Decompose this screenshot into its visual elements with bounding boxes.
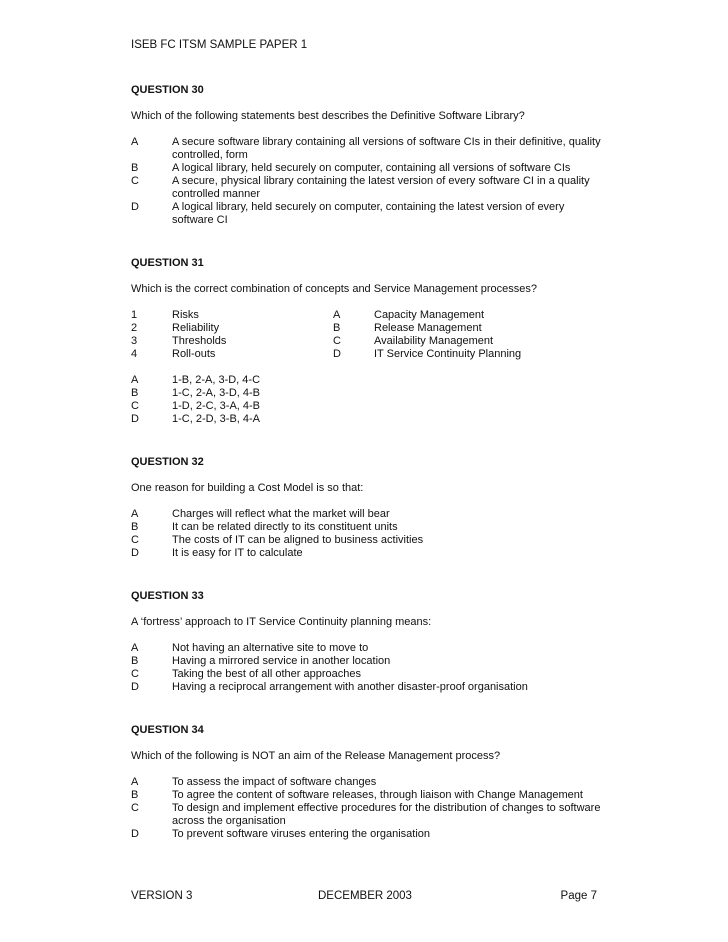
process-name: Availability Management	[374, 335, 494, 347]
option-letter: C	[131, 534, 139, 546]
option-letter: B	[131, 162, 139, 174]
option-b	[131, 789, 601, 802]
option-text: It is easy for IT to calculate	[172, 547, 303, 559]
option-text: The costs of IT can be aligned to business activities	[172, 534, 424, 546]
question-title: QUESTION 31	[131, 257, 204, 269]
process-name: IT Service Continuity Planning	[374, 348, 522, 360]
process-letter: D	[333, 348, 341, 360]
question-30	[131, 84, 601, 227]
option-letter: D	[131, 547, 139, 559]
option-c	[131, 534, 601, 547]
question-text: A ‘fortress’ approach to IT Service Continuity planning means:	[131, 616, 432, 628]
option-d	[131, 201, 601, 227]
option-text: Having a reciprocal arrangement with another disaster-proof organisation	[172, 681, 528, 693]
option-letter: D	[131, 681, 139, 693]
matching-row	[131, 335, 601, 348]
option-letter: C	[131, 175, 139, 187]
option-letter: A	[131, 508, 139, 520]
option-letter: C	[131, 802, 139, 814]
option-text: It can be related directly to its constituent units	[172, 521, 398, 533]
question-title: QUESTION 30	[131, 84, 204, 96]
concept-number: 2	[131, 322, 138, 334]
option-letter: B	[131, 789, 139, 801]
option-text: To design and implement effective procedures for the distribution of changes to software across the organisation	[172, 802, 601, 827]
question-31	[131, 257, 601, 426]
option-d	[131, 681, 601, 694]
process-letter: A	[333, 309, 341, 321]
option-text: Taking the best of all other approaches	[172, 668, 361, 680]
question-33	[131, 590, 601, 694]
option-d	[131, 547, 601, 560]
option-text: A secure, physical library containing the latest version of every software CI in a quality controlled manner	[172, 175, 590, 200]
option-text: To assess the impact of software changes	[172, 776, 377, 788]
option-text: A logical library, held securely on computer, containing the latest version of every software CI	[172, 201, 565, 226]
footer-version: VERSION 3	[131, 890, 193, 902]
question-text: One reason for building a Cost Model is so that:	[131, 482, 364, 494]
option-c	[131, 175, 601, 201]
matching-row	[131, 348, 601, 361]
option-a	[131, 776, 601, 789]
option-text: To prevent software viruses entering the organisation	[172, 828, 431, 840]
option-letter: D	[131, 201, 139, 213]
option-b	[131, 162, 601, 175]
concept-name: Reliability	[172, 322, 220, 334]
option-text: A logical library, held securely on computer, containing all versions of software CIs	[172, 162, 571, 174]
concept-name: Roll-outs	[172, 348, 216, 360]
matching-row	[131, 309, 601, 322]
question-title: QUESTION 34	[131, 724, 204, 736]
option-b	[131, 655, 601, 668]
footer-date: DECEMBER 2003	[318, 890, 412, 902]
option-letter: A	[131, 642, 139, 654]
question-title: QUESTION 33	[131, 590, 204, 602]
option-a	[131, 508, 601, 521]
option-letter: D	[131, 413, 139, 425]
process-letter: B	[333, 322, 341, 334]
option-text: 1-D, 2-C, 3-A, 4-B	[172, 400, 261, 412]
option-letter: C	[131, 400, 139, 412]
option-a	[131, 374, 601, 387]
option-text: Having a mirrored service in another location	[172, 655, 391, 667]
option-d	[131, 413, 601, 426]
option-text: A secure software library containing all versions of software CIs in their definitive, quality controlled, form	[172, 136, 601, 161]
option-c	[131, 668, 601, 681]
concept-number: 4	[131, 348, 138, 360]
concept-name: Risks	[172, 309, 199, 321]
option-letter: B	[131, 521, 139, 533]
option-text: 1-C, 2-A, 3-D, 4-B	[172, 387, 261, 399]
question-text: Which of the following is NOT an aim of the Release Management process?	[131, 750, 501, 762]
option-letter: B	[131, 655, 139, 667]
concept-number: 1	[131, 309, 138, 321]
question-text: Which is the correct combination of concepts and Service Management processes?	[131, 283, 537, 295]
option-text: 1-B, 2-A, 3-D, 4-C	[172, 374, 261, 386]
option-a	[131, 642, 601, 655]
option-b	[131, 521, 601, 534]
option-letter: C	[131, 668, 139, 680]
page-content	[131, 84, 601, 871]
process-name: Capacity Management	[374, 309, 485, 321]
process-name: Release Management	[374, 322, 482, 334]
option-c	[131, 802, 601, 828]
option-text: To agree the content of software releases, through liaison with Change Management	[172, 789, 583, 801]
option-letter: A	[131, 776, 139, 788]
question-34	[131, 724, 601, 841]
question-32	[131, 456, 601, 560]
question-text: Which of the following statements best describes the Definitive Software Library?	[131, 110, 525, 122]
concept-number: 3	[131, 335, 138, 347]
process-letter: C	[333, 335, 341, 347]
option-letter: D	[131, 828, 139, 840]
option-c	[131, 400, 601, 413]
matching-row	[131, 322, 601, 335]
option-letter: A	[131, 374, 139, 386]
option-b	[131, 387, 601, 400]
option-letter: B	[131, 387, 139, 399]
option-d	[131, 828, 601, 841]
option-text: 1-C, 2-D, 3-B, 4-A	[172, 413, 261, 425]
concept-name: Thresholds	[172, 335, 227, 347]
option-a	[131, 136, 601, 162]
option-text: Not having an alternative site to move to	[172, 642, 369, 654]
option-letter: A	[131, 136, 139, 148]
page-header: ISEB FC ITSM SAMPLE PAPER 1	[131, 39, 308, 51]
footer-page-number: Page 7	[560, 890, 597, 902]
option-text: Charges will reflect what the market will bear	[172, 508, 390, 520]
question-title: QUESTION 32	[131, 456, 204, 468]
